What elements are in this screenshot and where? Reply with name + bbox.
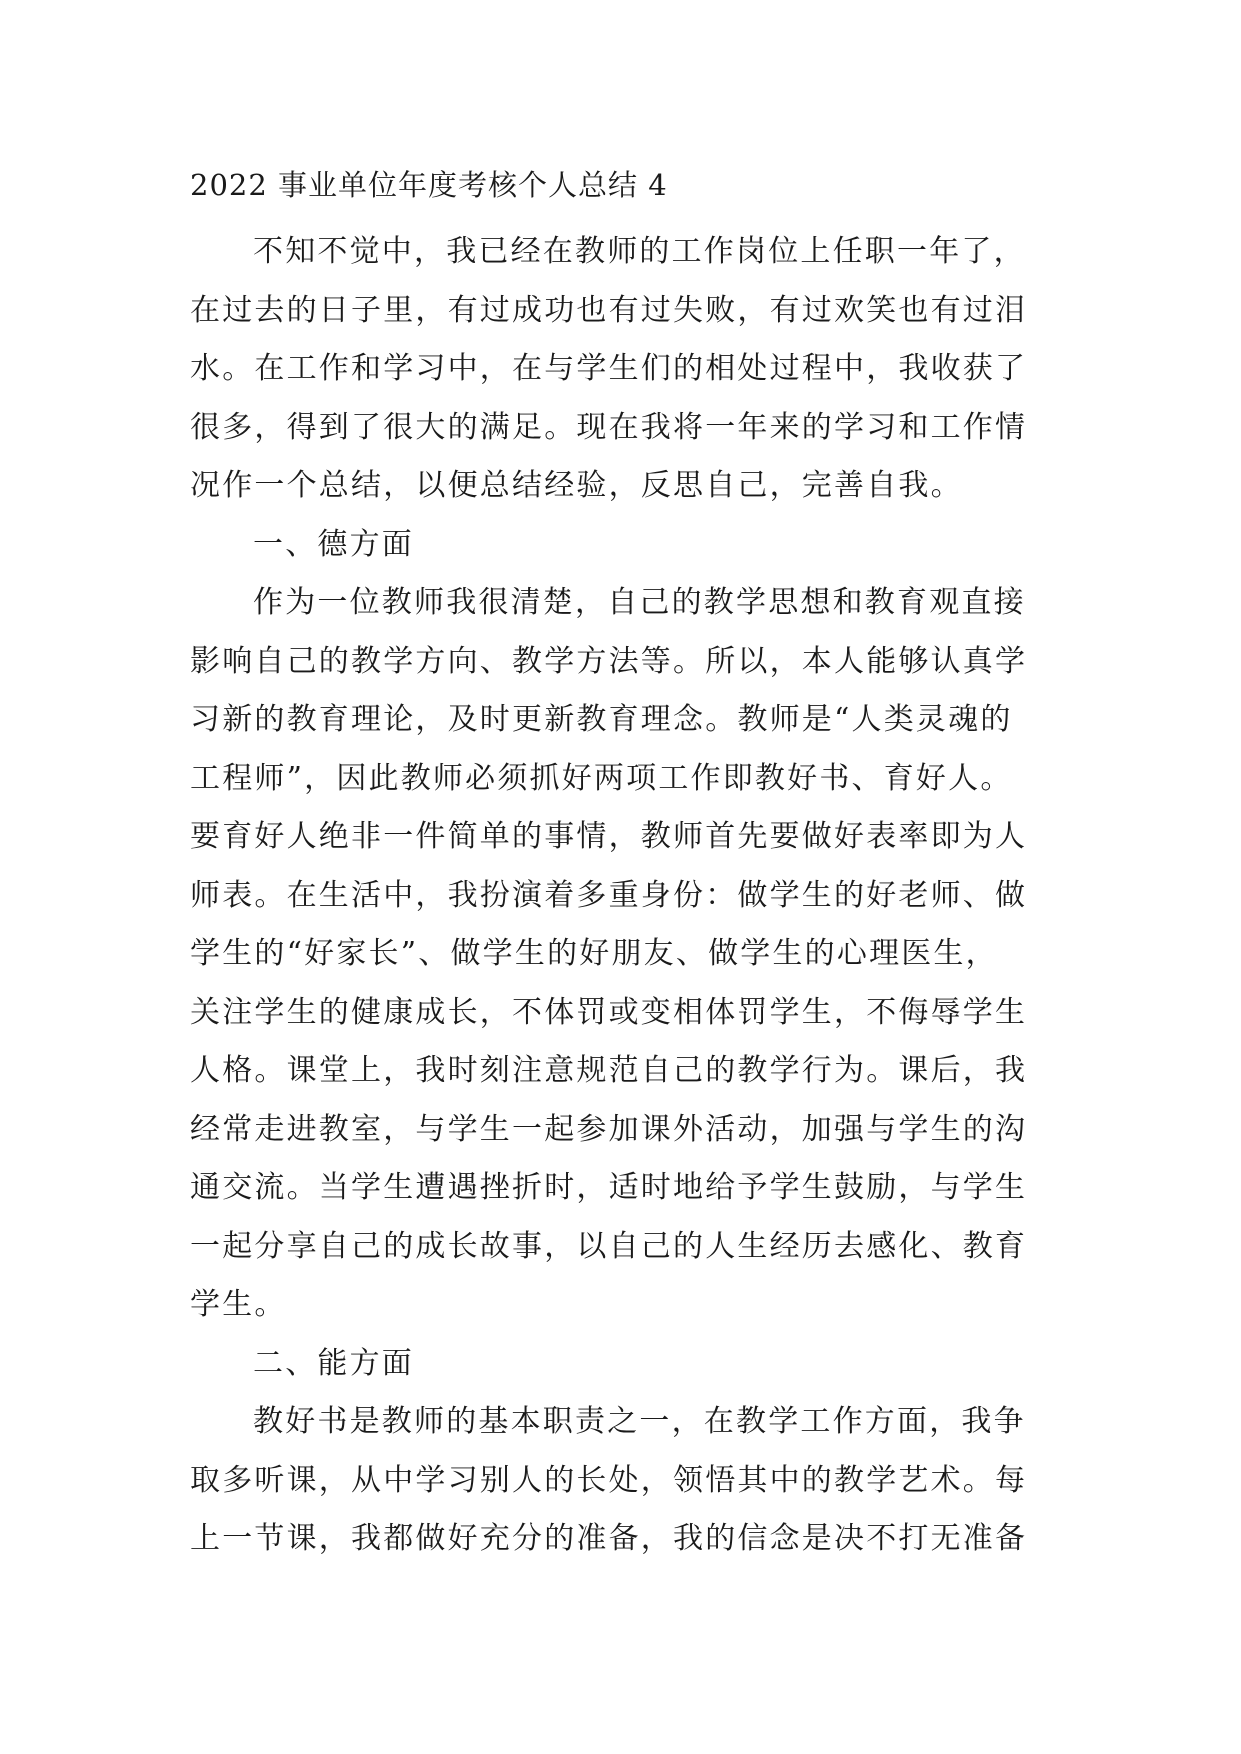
text-line: 教好书是教师的基本职责之一，在教学工作方面，我争 — [253, 1404, 1026, 1439]
document-page — [190, 165, 1050, 1569]
text-line: 工程师”，因此教师必须抓好两项工作即教好书、育好人。 — [190, 760, 1013, 796]
text-line: 一、德方面 — [253, 526, 414, 562]
text-line: 通交流。当学生遭遇挫折时，适时地给予学生鼓励，与学生 — [190, 1170, 1028, 1205]
text-line: 在过去的日子里，有过成功也有过失败，有过欢笑也有过泪 — [190, 292, 1028, 328]
text-line: 上一节课，我都做好充分的准备，我的信念是决不打无准备 — [190, 1521, 1028, 1556]
text-line: 很多，得到了很大的满足。现在我将一年来的学习和工作情 — [190, 409, 1028, 445]
text-line: 取多听课，从中学习别人的长处，领悟其中的教学艺术。每 — [190, 1462, 1028, 1498]
text-line: 二、能方面 — [253, 1345, 414, 1381]
text-line: 经常走进教室，与学生一起参加课外活动，加强与学生的沟 — [190, 1111, 1028, 1147]
text-line: 一起分享自己的成长故事，以自己的人生经历去感化、教育 — [190, 1228, 1028, 1264]
text-line: 师表。在生活中，我扮演着多重身份：做学生的好老师、做 — [190, 877, 1028, 913]
document-body — [190, 223, 1050, 1569]
text-line: 人格。课堂上，我时刻注意规范自己的教学行为。课后，我 — [190, 1053, 1028, 1088]
text-line: 要育好人绝非一件简单的事情，教师首先要做好表率即为人 — [190, 819, 1028, 854]
text-line: 习新的教育理论，及时更新教育理念。教师是“人类灵魂的 — [190, 702, 1013, 737]
text-line: 影响自己的教学方向、教学方法等。所以，本人能够认真学 — [190, 643, 1028, 679]
text-line: 关注学生的健康成长，不体罚或变相体罚学生，不侮辱学生 — [190, 994, 1028, 1030]
text-line: 不知不觉中，我已经在教师的工作岗位上任职一年了， — [253, 234, 1026, 269]
document-title: 2022 事业单位年度考核个人总结 4 — [190, 168, 668, 202]
text-line: 水。在工作和学习中，在与学生们的相处过程中，我收获了 — [190, 351, 1028, 386]
text-line: 学生。 — [190, 1287, 287, 1322]
text-line: 况作一个总结，以便总结经验，反思自己，完善自我。 — [190, 468, 963, 503]
text-line: 作为一位教师我很清楚，自己的教学思想和教育观直接 — [253, 585, 1026, 620]
text-line: 学生的“好家长”、做学生的好朋友、做学生的心理医生， — [190, 936, 998, 971]
